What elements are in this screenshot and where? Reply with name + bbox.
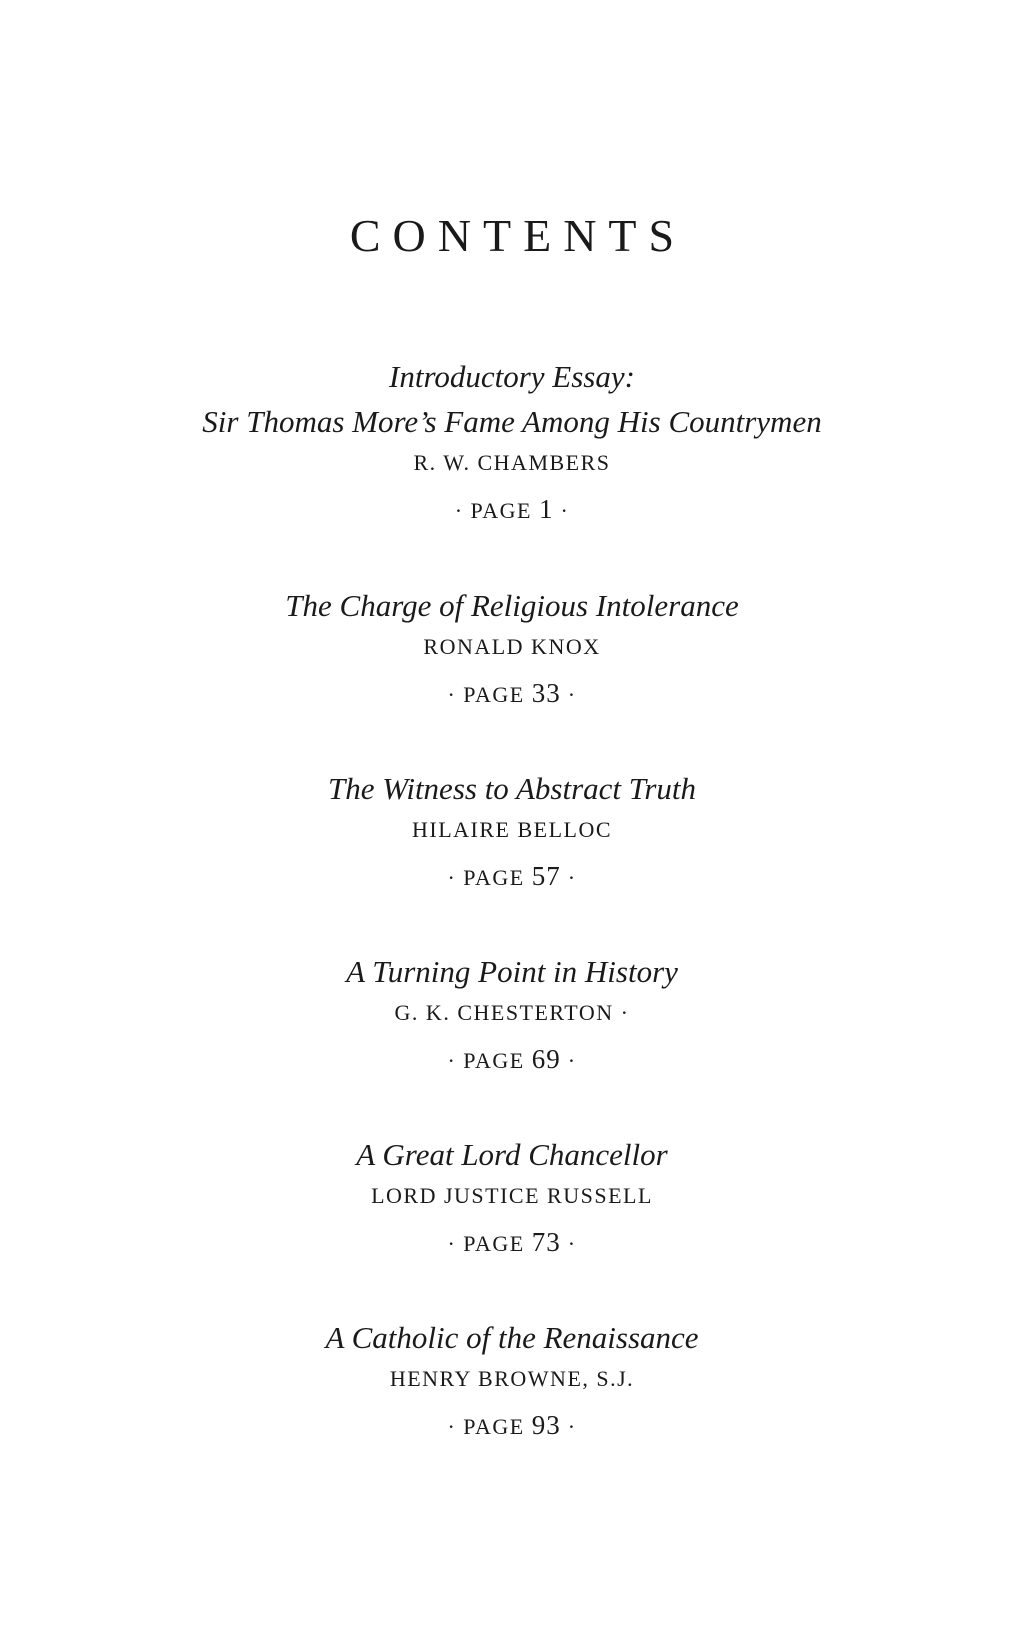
page-prefix: · PAGE: [454, 498, 532, 523]
page-prefix: · PAGE: [447, 1414, 525, 1439]
page-suffix: ·: [560, 498, 570, 523]
entry-author: RONALD KNOX: [423, 634, 601, 659]
toc-entry: [0, 766, 1024, 893]
page-suffix: ·: [567, 865, 577, 890]
entry-author: LORD JUSTICE RUSSELL: [371, 1183, 653, 1208]
entry-title-line: A Great Lord Chancellor: [356, 1137, 668, 1172]
toc-entry: [0, 1132, 1024, 1259]
page-prefix: · PAGE: [447, 682, 525, 707]
entry-page-ref: [0, 1044, 1024, 1076]
toc-entry: [0, 1315, 1024, 1442]
toc-entry: [0, 949, 1024, 1076]
page-number: 69: [531, 1044, 561, 1074]
toc-entry: [0, 583, 1024, 710]
entry-title-line: A Turning Point in History: [346, 954, 678, 989]
page-prefix: · PAGE: [447, 1231, 525, 1256]
page-suffix: ·: [567, 1231, 577, 1256]
page-number: 73: [531, 1227, 561, 1257]
entry-author: HILAIRE BELLOC: [411, 817, 613, 842]
entry-title-line: The Witness to Abstract Truth: [327, 771, 697, 806]
page-suffix: ·: [567, 682, 577, 707]
entry-page-ref: [0, 861, 1024, 893]
page-number: 57: [531, 861, 561, 891]
entry-page-ref: [0, 1227, 1024, 1259]
entry-author: R. W. CHAMBERS: [413, 450, 611, 475]
page-suffix: ·: [567, 1414, 577, 1439]
toc-entry: [0, 354, 1024, 526]
page-number: 93: [531, 1410, 561, 1440]
page-prefix: · PAGE: [447, 865, 525, 890]
page-prefix: · PAGE: [447, 1048, 525, 1073]
entry-title-line: Sir Thomas More’s Fame Among His Countrymen: [202, 404, 822, 439]
page-suffix: ·: [567, 1048, 577, 1073]
entry-title-line: Introductory Essay:: [389, 359, 635, 394]
entry-page-ref: [0, 678, 1024, 710]
page-number: 33: [531, 678, 561, 708]
entry-page-ref: [0, 494, 1024, 526]
entry-author: HENRY BROWNE, S.J.: [389, 1366, 635, 1391]
entry-page-ref: [0, 1410, 1024, 1442]
entry-title-line: The Charge of Religious Intolerance: [285, 588, 739, 623]
page-number: 1: [538, 494, 554, 524]
entry-author: G. K. CHESTERTON ·: [394, 1000, 630, 1025]
page-title: CONTENTS: [349, 210, 687, 261]
entry-title-line: A Catholic of the Renaissance: [325, 1320, 699, 1355]
